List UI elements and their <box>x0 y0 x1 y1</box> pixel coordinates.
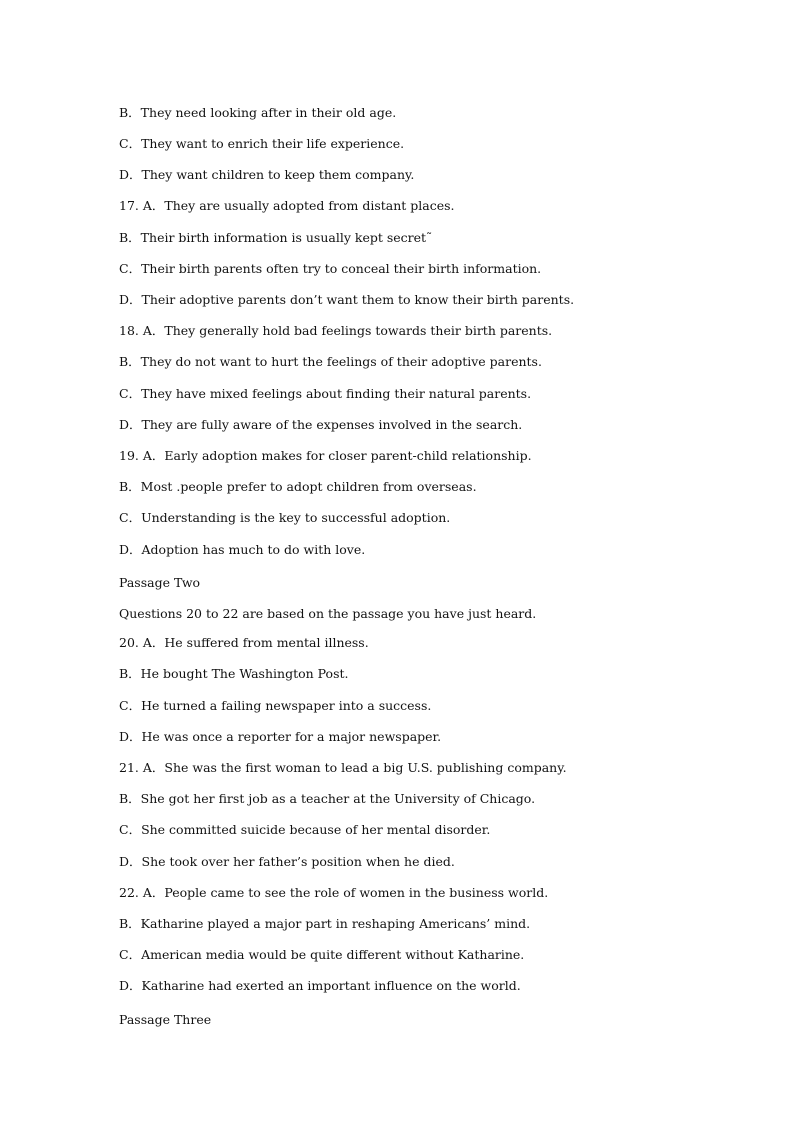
question-20-option-a: 20. A．He suffered from mental illness. <box>119 635 369 650</box>
option-17d: D．Their adoptive parents don’t want them to know their birth parents. <box>119 292 575 307</box>
option-20b: B．He bought The Washington Post. <box>119 666 349 681</box>
option-16b: B．They need looking after in their old age. <box>119 105 397 120</box>
instructions-text: Questions 20 to 22 are based on the passage you have just heard. <box>119 606 537 621</box>
question-17-option-a: 17. A．They are usually adopted from distant places. <box>119 198 455 213</box>
option-20c: C．He turned a failing newspaper into a success. <box>119 698 432 713</box>
option-21c: C．She committed suicide because of her mental disorder. <box>119 822 491 837</box>
option-20d: D．He was once a reporter for a major newspaper. <box>119 729 442 744</box>
option-21d: D．She took over her father’s position when he died. <box>119 854 455 869</box>
option-22b: B．Katharine played a major part in reshaping Americans’ mind. <box>119 916 531 931</box>
question-19-option-a: 19. A．Early adoption makes for closer parent-child relationship. <box>119 448 532 463</box>
option-21b: B．She got her first job as a teacher at the University of Chicago. <box>119 791 536 806</box>
question-22-option-a: 22. A．People came to see the role of women in the business world. <box>119 885 549 900</box>
option-18b: B．They do not want to hurt the feelings of their adoptive parents. <box>119 354 542 369</box>
option-22c: C．American media would be quite different without Katharine. <box>119 947 525 962</box>
option-19d: D．Adoption has much to do with love. <box>119 542 366 557</box>
option-17b: B．Their birth information is usually kept secret˜ <box>119 230 433 245</box>
option-19c: C．Understanding is the key to successful adoption. <box>119 510 451 525</box>
option-16d: D．They want children to keep them company. <box>119 167 415 182</box>
option-17c: C．Their birth parents often try to conceal their birth information. <box>119 261 542 276</box>
option-16c: C．They want to enrich their life experience. <box>119 136 405 151</box>
section-heading-passage-three: Passage Three <box>119 1012 212 1027</box>
question-21-option-a: 21. A．She was the first woman to lead a big U.S. publishing company. <box>119 760 567 775</box>
section-heading-passage-two: Passage Two <box>119 575 201 590</box>
option-19b: B．Most .people prefer to adopt children from overseas. <box>119 479 477 494</box>
option-22d: D．Katharine had exerted an important influence on the world. <box>119 978 521 993</box>
question-18-option-a: 18. A．They generally hold bad feelings towards their birth parents. <box>119 323 553 338</box>
option-18d: D．They are fully aware of the expenses involved in the search. <box>119 417 523 432</box>
option-18c: C．They have mixed feelings about finding their natural parents. <box>119 386 532 401</box>
